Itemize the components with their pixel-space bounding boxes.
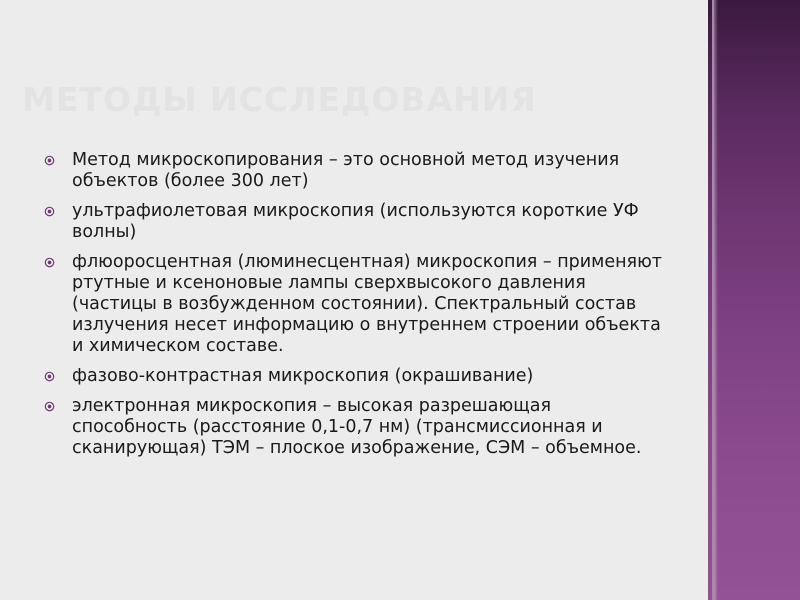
circle-bullet-icon — [44, 257, 55, 268]
circle-bullet-icon — [44, 401, 55, 412]
bullet-text: ультрафиолетовая микроскопия (используются короткие УФ волны) — [72, 201, 639, 242]
side-band-decoration — [708, 0, 800, 600]
bullet-list — [42, 150, 668, 468]
bullet-text: Метод микроскопирования – это основной метод изучения объектов (более 300 лет) — [72, 150, 620, 191]
circle-bullet-icon — [44, 155, 55, 166]
bullet-item — [42, 201, 668, 243]
circle-bullet-icon — [44, 371, 55, 382]
bullet-item — [42, 150, 668, 192]
slide-title: МЕТОДЫ ИССЛЕДОВАНИЯ — [22, 80, 537, 119]
bullet-item — [42, 366, 668, 387]
side-band-edge — [712, 0, 714, 600]
bullet-item — [42, 252, 668, 357]
bullet-text: электронная микроскопия – высокая разрешающая способность (расстояние 0,1-0,7 нм) (трансмиссионная и сканирующая) ТЭМ – плоское изображение, СЭМ – объемное. — [72, 396, 642, 458]
side-band-shadow — [714, 0, 718, 600]
bullet-text: флюоросцентная (люминесцентная) микроскопия – применяют ртутные и ксеноновые лампы сверхвысокого давления (частицы в возбужденном состоянии). Спектральный состав излучения несет информацию о внутреннем строении объекта и химическом составе. — [72, 252, 663, 356]
circle-bullet-icon — [44, 206, 55, 217]
bullet-text: фазово-контрастная микроскопия (окрашивание) — [72, 366, 534, 386]
bullet-item — [42, 396, 668, 459]
